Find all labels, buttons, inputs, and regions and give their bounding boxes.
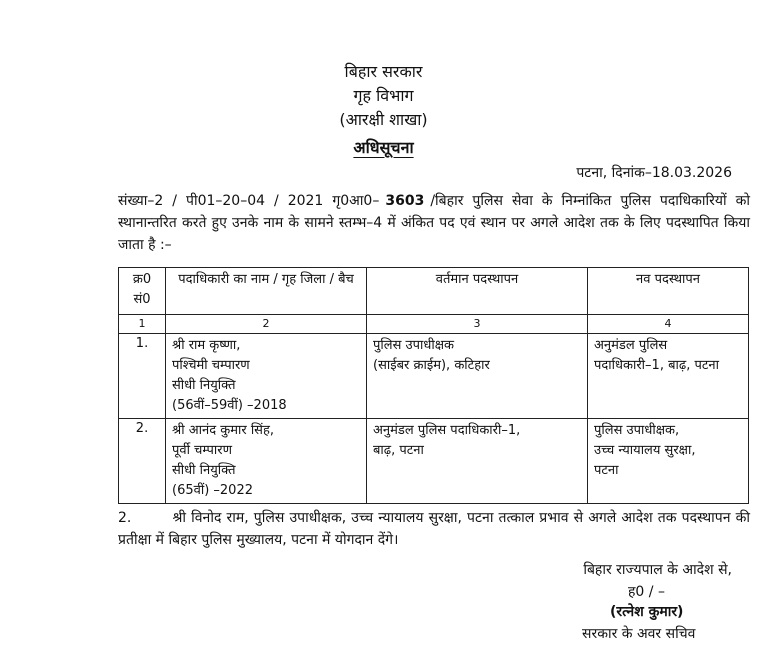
officer-appointment: सीधी नियुक्ति (172, 463, 236, 478)
header-sn: क्र0 सं0 (119, 268, 166, 315)
column-number: 2 (166, 315, 367, 334)
current-posting-line: बाढ़, पटना (373, 443, 424, 458)
new-posting-cell (588, 419, 749, 504)
paragraph-text: श्री विनोद राम, पुलिस उपाधीक्षक, उच्च न्यायालय सुरक्षा, पटना तत्काल प्रभाव से अगले आदेश तक पदस्थापन की प्रतीक्षा में बिहार पुलिस मुख्यालय, पटना में योगदान देंगे। (118, 510, 751, 548)
column-number: 3 (367, 315, 588, 334)
reference-paragraph (118, 190, 750, 256)
paragraph-number: 2. (118, 510, 132, 526)
order-line: बिहार राज्यपाल के आदेश से, (583, 562, 732, 578)
second-paragraph (118, 507, 750, 551)
signatory-designation: सरकार के अवर सचिव (582, 626, 696, 642)
row-sn: 1. (119, 334, 166, 419)
signatory-name: (रत्नेश कुमार) (610, 604, 684, 620)
table-row (119, 419, 749, 504)
officer-cell (166, 419, 367, 504)
header-officer: पदाधिकारी का नाम / गृह जिला / बैच (166, 268, 367, 315)
current-posting-line: पुलिस उपाधीक्षक (373, 338, 455, 353)
signed-mark: ह0 / – (628, 584, 665, 600)
officer-name: श्री आनंद कुमार सिंह, (172, 423, 275, 438)
officer-name: श्री राम कृष्णा, (172, 338, 241, 353)
column-number: 4 (588, 315, 749, 334)
officer-cell (166, 334, 367, 419)
table-row (119, 334, 749, 419)
column-number: 1 (119, 315, 166, 334)
table-header-row (119, 268, 749, 315)
new-posting-line: उच्च न्यायालय सुरक्षा, (594, 443, 696, 458)
reference-prefix: संख्या–2 / पी01–20–04 / 2021 गृ0आ0– (118, 193, 380, 209)
officer-district: पश्चिमी चम्पारण (172, 358, 250, 373)
current-posting-cell (367, 334, 588, 419)
current-posting-line: (साईबर क्राईम), कटिहार (373, 358, 490, 373)
new-posting-line: अनुमंडल पुलिस (594, 338, 668, 353)
new-posting-line: पुलिस उपाधीक्षक, (594, 423, 680, 438)
branch-title: (आरक्षी शाखा) (339, 110, 428, 129)
new-posting-cell (588, 334, 749, 419)
reference-number: 3603 (385, 193, 425, 209)
notification-title: अधिसूचना (353, 138, 414, 157)
header-new-posting: नव पदस्थापन (588, 268, 749, 315)
officer-appointment: सीधी नियुक्ति (172, 378, 236, 393)
new-posting-line: पटना (594, 463, 619, 478)
officer-district: पूर्वी चम्पारण (172, 443, 232, 458)
officer-batch: (56वीं–59वीं) –2018 (172, 398, 287, 413)
reference-text: /बिहार पुलिस सेवा के निम्नांकित पुलिस पदाधिकारियों को स्थानान्तरित करते हुए उनके नाम के सामने स्तम्भ–4 में अंकित पद एवं स्थान पर अगले आदेश तक के लिए पदस्थापित किया जाता है :– (118, 193, 751, 253)
current-posting-line: अनुमंडल पुलिस पदाधिकारी–1, (373, 423, 521, 438)
current-posting-cell (367, 419, 588, 504)
column-number-row (119, 315, 749, 334)
header-current-posting: वर्तमान पदस्थापन (367, 268, 588, 315)
officer-batch: (65वीं) –2022 (172, 483, 253, 498)
department-title: गृह विभाग (353, 86, 414, 105)
new-posting-line: पदाधिकारी–1, बाढ़, पटना (594, 358, 719, 373)
govt-title: बिहार सरकार (344, 62, 423, 81)
date-line: पटना, दिनांक–18.03.2026 (576, 165, 732, 181)
transfer-table (118, 267, 749, 504)
row-sn: 2. (119, 419, 166, 504)
